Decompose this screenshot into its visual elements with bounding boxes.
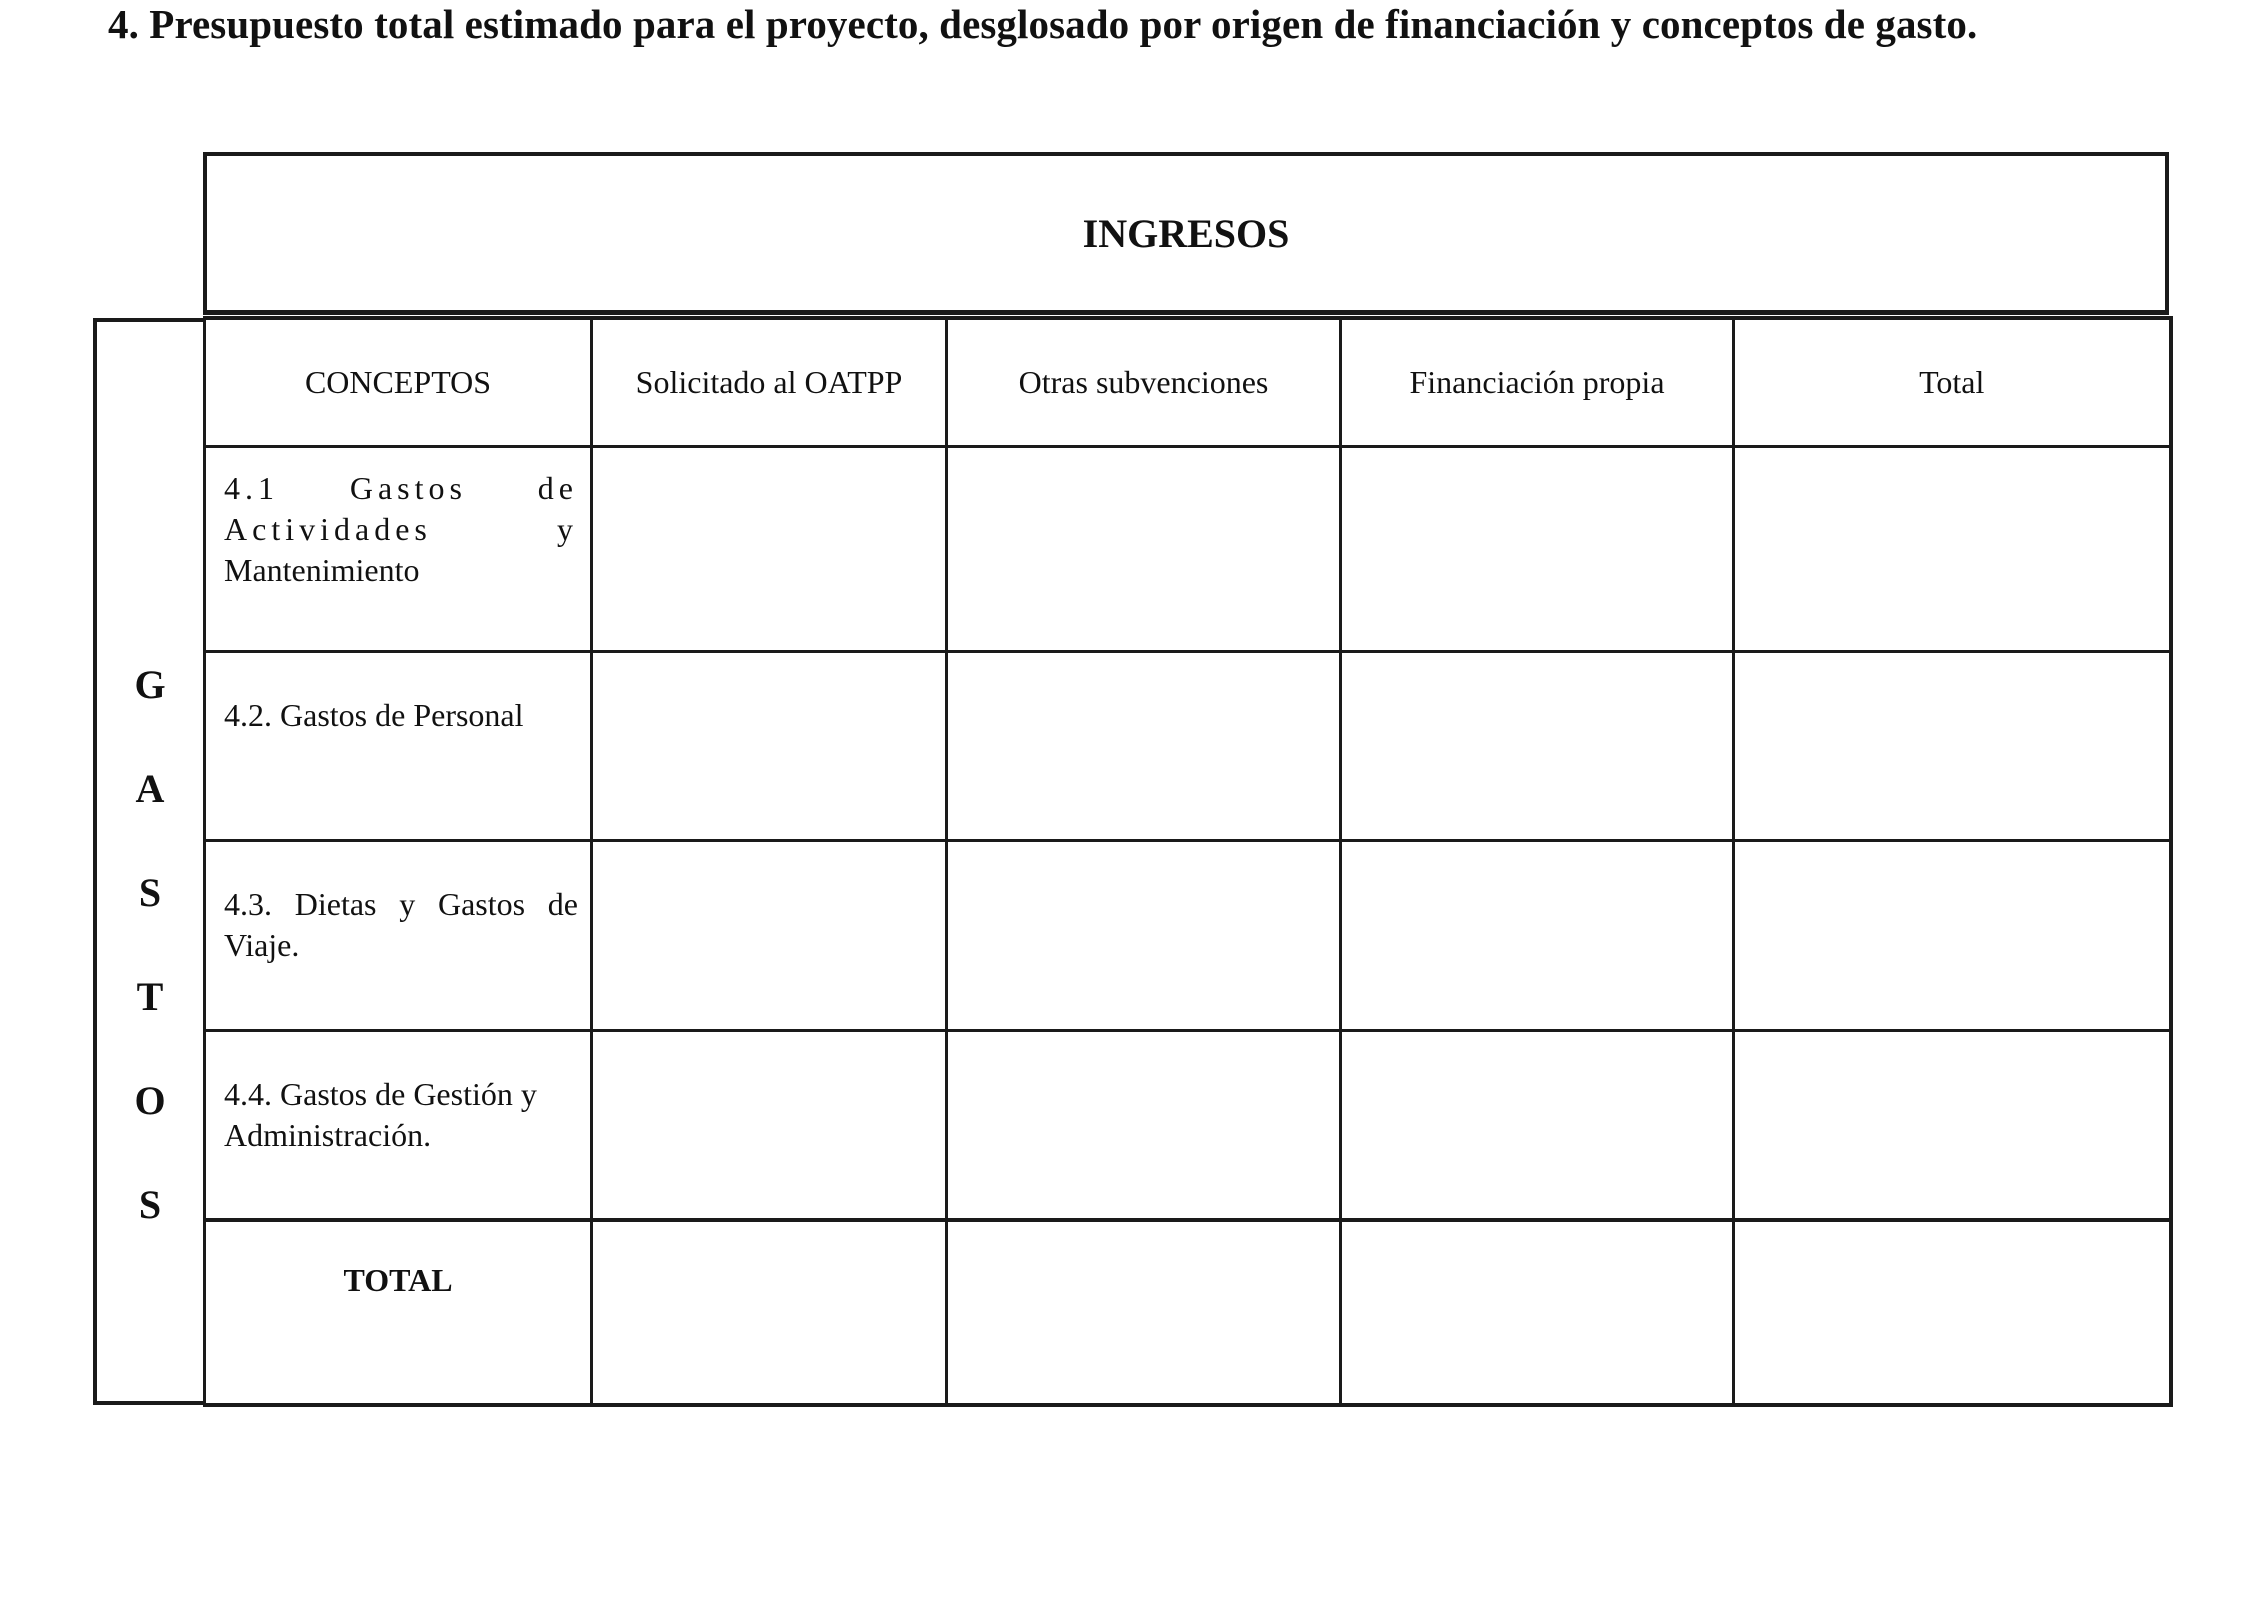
value-cell[interactable] [592, 840, 947, 1030]
value-cell[interactable] [947, 1030, 1341, 1220]
table-header-row [205, 318, 2171, 446]
concept-line: Mantenimiento [224, 551, 420, 588]
gastos-letter: S [138, 1182, 162, 1227]
header-financiacion-propia: Financiación propia [1341, 318, 1734, 446]
concept-cell: 4.4. Gastos de Gestión y Administración. [205, 1030, 592, 1220]
table-row [205, 1030, 2171, 1220]
gastos-letter: A [135, 766, 165, 811]
header-otras-subvenciones: Otras subvenciones [947, 318, 1341, 446]
value-cell[interactable] [592, 446, 947, 651]
value-cell[interactable] [1734, 1030, 2171, 1220]
concept-cell: 4.3. Dietas y Gastos de Viaje. [205, 840, 592, 1030]
table-row [205, 651, 2171, 840]
section-heading: 4. Presupuesto total estimado para el proyecto, desglosado por origen de financiación y conceptos de gasto. [108, 1, 1978, 47]
value-cell[interactable] [947, 446, 1341, 651]
value-cell[interactable] [592, 1030, 947, 1220]
gastos-letter: O [134, 1078, 166, 1123]
ingresos-label: INGRESOS [1082, 210, 1290, 256]
value-cell[interactable] [1341, 840, 1734, 1030]
table-row [205, 840, 2171, 1030]
budget-table [203, 316, 2173, 1407]
total-value-cell[interactable] [1341, 1220, 1734, 1405]
gastos-side-column [93, 318, 206, 1405]
value-cell[interactable] [592, 651, 947, 840]
concept-cell [205, 446, 592, 651]
value-cell[interactable] [1341, 446, 1734, 651]
table-row [205, 446, 2171, 651]
header-total: Total [1734, 318, 2171, 446]
concept-line: 4.1 Gastos de Actividades y [224, 469, 578, 547]
value-cell[interactable] [1341, 1030, 1734, 1220]
value-cell[interactable] [1734, 446, 2171, 651]
value-cell[interactable] [947, 651, 1341, 840]
total-value-cell[interactable] [592, 1220, 947, 1405]
concept-cell: 4.2. Gastos de Personal [205, 651, 592, 840]
ingresos-header [203, 152, 2169, 315]
total-row [205, 1220, 2171, 1405]
header-solicitado: Solicitado al OATPP [592, 318, 947, 446]
gastos-letter: G [134, 662, 166, 707]
total-value-cell[interactable] [1734, 1220, 2171, 1405]
value-cell[interactable] [1734, 840, 2171, 1030]
value-cell[interactable] [1734, 651, 2171, 840]
gastos-letter: T [136, 974, 164, 1019]
total-label: TOTAL [205, 1220, 592, 1405]
value-cell[interactable] [947, 840, 1341, 1030]
gastos-letter: S [138, 870, 162, 915]
value-cell[interactable] [1341, 651, 1734, 840]
total-value-cell[interactable] [947, 1220, 1341, 1405]
header-conceptos: CONCEPTOS [205, 318, 592, 446]
